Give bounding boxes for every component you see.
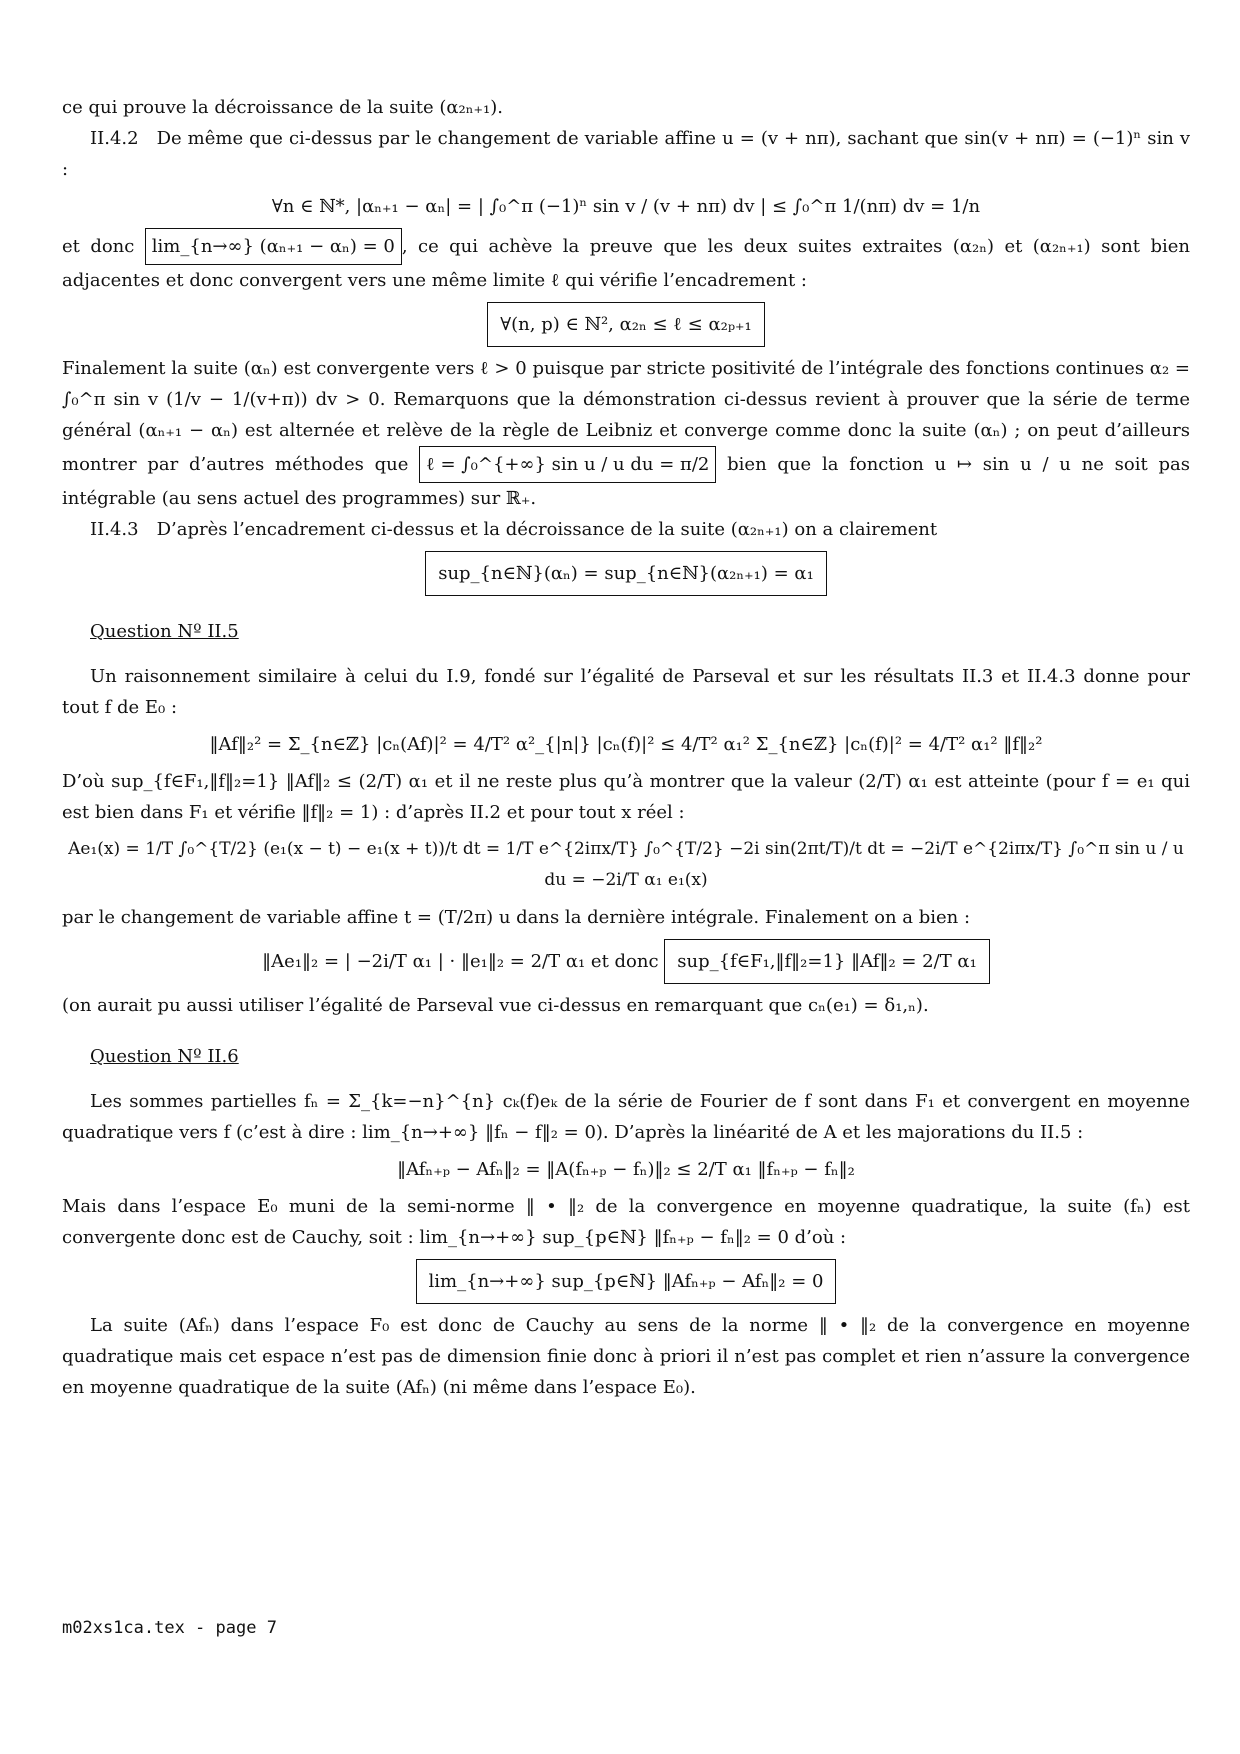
paragraph: Un raisonnement similaire à celui du I.9, fondé sur l’égalité de Parseval et sur les résultats II.3 et II.4.3 donne pour tout f de E₀ :: [62, 666, 1190, 718]
boxed-result: sup_{n∈ℕ}(αₙ) = sup_{n∈ℕ}(α₂ₙ₊₁) = α₁: [425, 551, 827, 596]
equation-container: [62, 551, 1190, 596]
paragraph: [62, 123, 1190, 185]
equation: ‖Afₙ₊ₚ − Afₙ‖₂ = ‖A(fₙ₊ₚ − fₙ)‖₂ ≤ 2/T α₁ ‖fₙ₊ₚ − fₙ‖₂: [397, 1159, 855, 1180]
section-number: II.4.2: [90, 128, 139, 149]
text: bien que la fonction u ↦ sin u / u ne soit pas intégrable (au sens actuel des programmes) sur ℝ₊.: [62, 454, 1190, 509]
paragraph: D’où sup_{f∈F₁,‖f‖₂=1} ‖Af‖₂ ≤ (2/T) α₁ et il ne reste plus qu’à montrer que la valeur (2/T) α₁ est atteinte (pour f = e₁ qui est bien dans F₁ et vérifie ‖f‖₂ = 1) : d’après II.2 et pour tout x réel :: [62, 771, 1190, 823]
text: D’après l’encadrement ci-dessus et la décroissance de la suite (α₂ₙ₊₁) on a clairement: [156, 519, 938, 540]
paragraph: Mais dans l’espace E₀ muni de la semi-norme ‖ • ‖₂ de la convergence en moyenne quadratique, la suite (fₙ) est convergente donc est de Cauchy, soit : lim_{n→+∞} sup_{p∈ℕ} ‖fₙ₊ₚ − fₙ‖₂ = 0 d’où :: [62, 1196, 1190, 1248]
page-body: [62, 92, 1190, 1403]
equation-container: [62, 939, 1190, 984]
boxed-result: lim_{n→+∞} sup_{p∈ℕ} ‖Afₙ₊ₚ − Afₙ‖₂ = 0: [416, 1259, 837, 1304]
equation-container: [62, 302, 1190, 347]
page-footer: m02xs1ca.tex - page 7: [62, 1618, 277, 1638]
question-heading: [90, 616, 1190, 647]
equation: ∀n ∈ ℕ*, |αₙ₊₁ − αₙ| = | ∫₀^π (−1)ⁿ sin v / (v + nπ) dv | ≤ ∫₀^π 1/(nπ) dv = 1/n: [271, 196, 981, 217]
boxed-result: lim_{n→∞} (αₙ₊₁ − αₙ) = 0: [145, 228, 402, 265]
heading-text: Question Nº II.5: [90, 621, 239, 642]
paragraph: La suite (Afₙ) dans l’espace F₀ est donc de Cauchy au sens de la norme ‖ • ‖₂ de la convergence en moyenne quadratique mais cet espace n’est pas de dimension finie donc à priori il n’est pas complet et rien n’assure la convergence en moyenne quadratique de la suite (Afₙ) (ni même dans l’espace E₀).: [62, 1315, 1190, 1398]
question-heading: [90, 1041, 1190, 1072]
equation-container: [62, 1259, 1190, 1304]
text: Finalement la suite (αₙ) est convergente vers ℓ > 0 puisque par stricte positivité de l’intégrale des fonctions continues α₂ = ∫₀^π sin v (1/v − 1/(v+π)) dv > 0. Remarquons que la démonstration ci-dessus revient à prouver que la série de terme général (αₙ₊₁ − αₙ) est alternée et relève de la règle de Leibniz et converge comme donc la suite (αₙ) ; on peut d’ailleurs montrer par d’autres méthodes que: [62, 358, 1190, 475]
boxed-result: sup_{f∈F₁,‖f‖₂=1} ‖Af‖₂ = 2/T α₁: [664, 939, 990, 984]
heading-text: Question Nº II.6: [90, 1046, 239, 1067]
boxed-result: ℓ = ∫₀^{+∞} sin u / u du = π/2: [419, 446, 716, 483]
text: De même que ci-dessus par le changement de variable affine u = (v + nπ), sachant que sin(v + nπ) = (−1)ⁿ sin v :: [62, 128, 1190, 180]
paragraph: [62, 353, 1190, 514]
paragraph: Les sommes partielles fₙ = Σ_{k=−n}^{n} cₖ(f)eₖ de la série de Fourier de f sont dans F₁ et convergent en moyenne quadratique vers f (c’est à dire : lim_{n→+∞} ‖fₙ − f‖₂ = 0). D’après la linéarité de A et les majorations du II.5 :: [62, 1091, 1190, 1143]
equation: ‖Ae₁‖₂ = | −2i/T α₁ | · ‖e₁‖₂ = 2/T α₁ et donc: [262, 951, 659, 972]
equation: Ae₁(x) = 1/T ∫₀^{T/2} (e₁(x − t) − e₁(x + t))/t dt = 1/T e^{2iπx/T} ∫₀^{T/2} −2i sin(2πt/T)/t dt = −2i/T e^{2iπx/T} ∫₀^π sin u / u du = −2i/T α₁ e₁(x): [68, 839, 1184, 890]
equation: ‖Af‖₂² = Σ_{n∈ℤ} |cₙ(Af)|² = 4/T² α²_{|n|} |cₙ(f)|² ≤ 4/T² α₁² Σ_{n∈ℤ} |cₙ(f)|² = 4/T² α₁² ‖f‖₂²: [209, 734, 1043, 755]
section-number: II.4.3: [90, 519, 139, 540]
paragraph: [62, 514, 1190, 545]
paragraph: (on aurait pu aussi utiliser l’égalité de Parseval vue ci-dessus en remarquant que cₙ(e₁) = δ₁,ₙ).: [62, 995, 929, 1016]
boxed-result: ∀(n, p) ∈ ℕ², α₂ₙ ≤ ℓ ≤ α₂ₚ₊₁: [487, 302, 764, 347]
text: et donc: [62, 236, 135, 257]
text: , ce qui achève la preuve que les deux suites extraites (α₂ₙ) et (α₂ₙ₊₁) sont bien adjacentes et donc convergent vers une même limite ℓ qui vérifie l’encadrement :: [62, 236, 1190, 291]
paragraph: par le changement de variable affine t = (T/2π) u dans la dernière intégrale. Finalement on a bien :: [62, 907, 971, 928]
paragraph: [62, 228, 1190, 296]
paragraph: ce qui prouve la décroissance de la suite (α₂ₙ₊₁).: [62, 97, 504, 118]
